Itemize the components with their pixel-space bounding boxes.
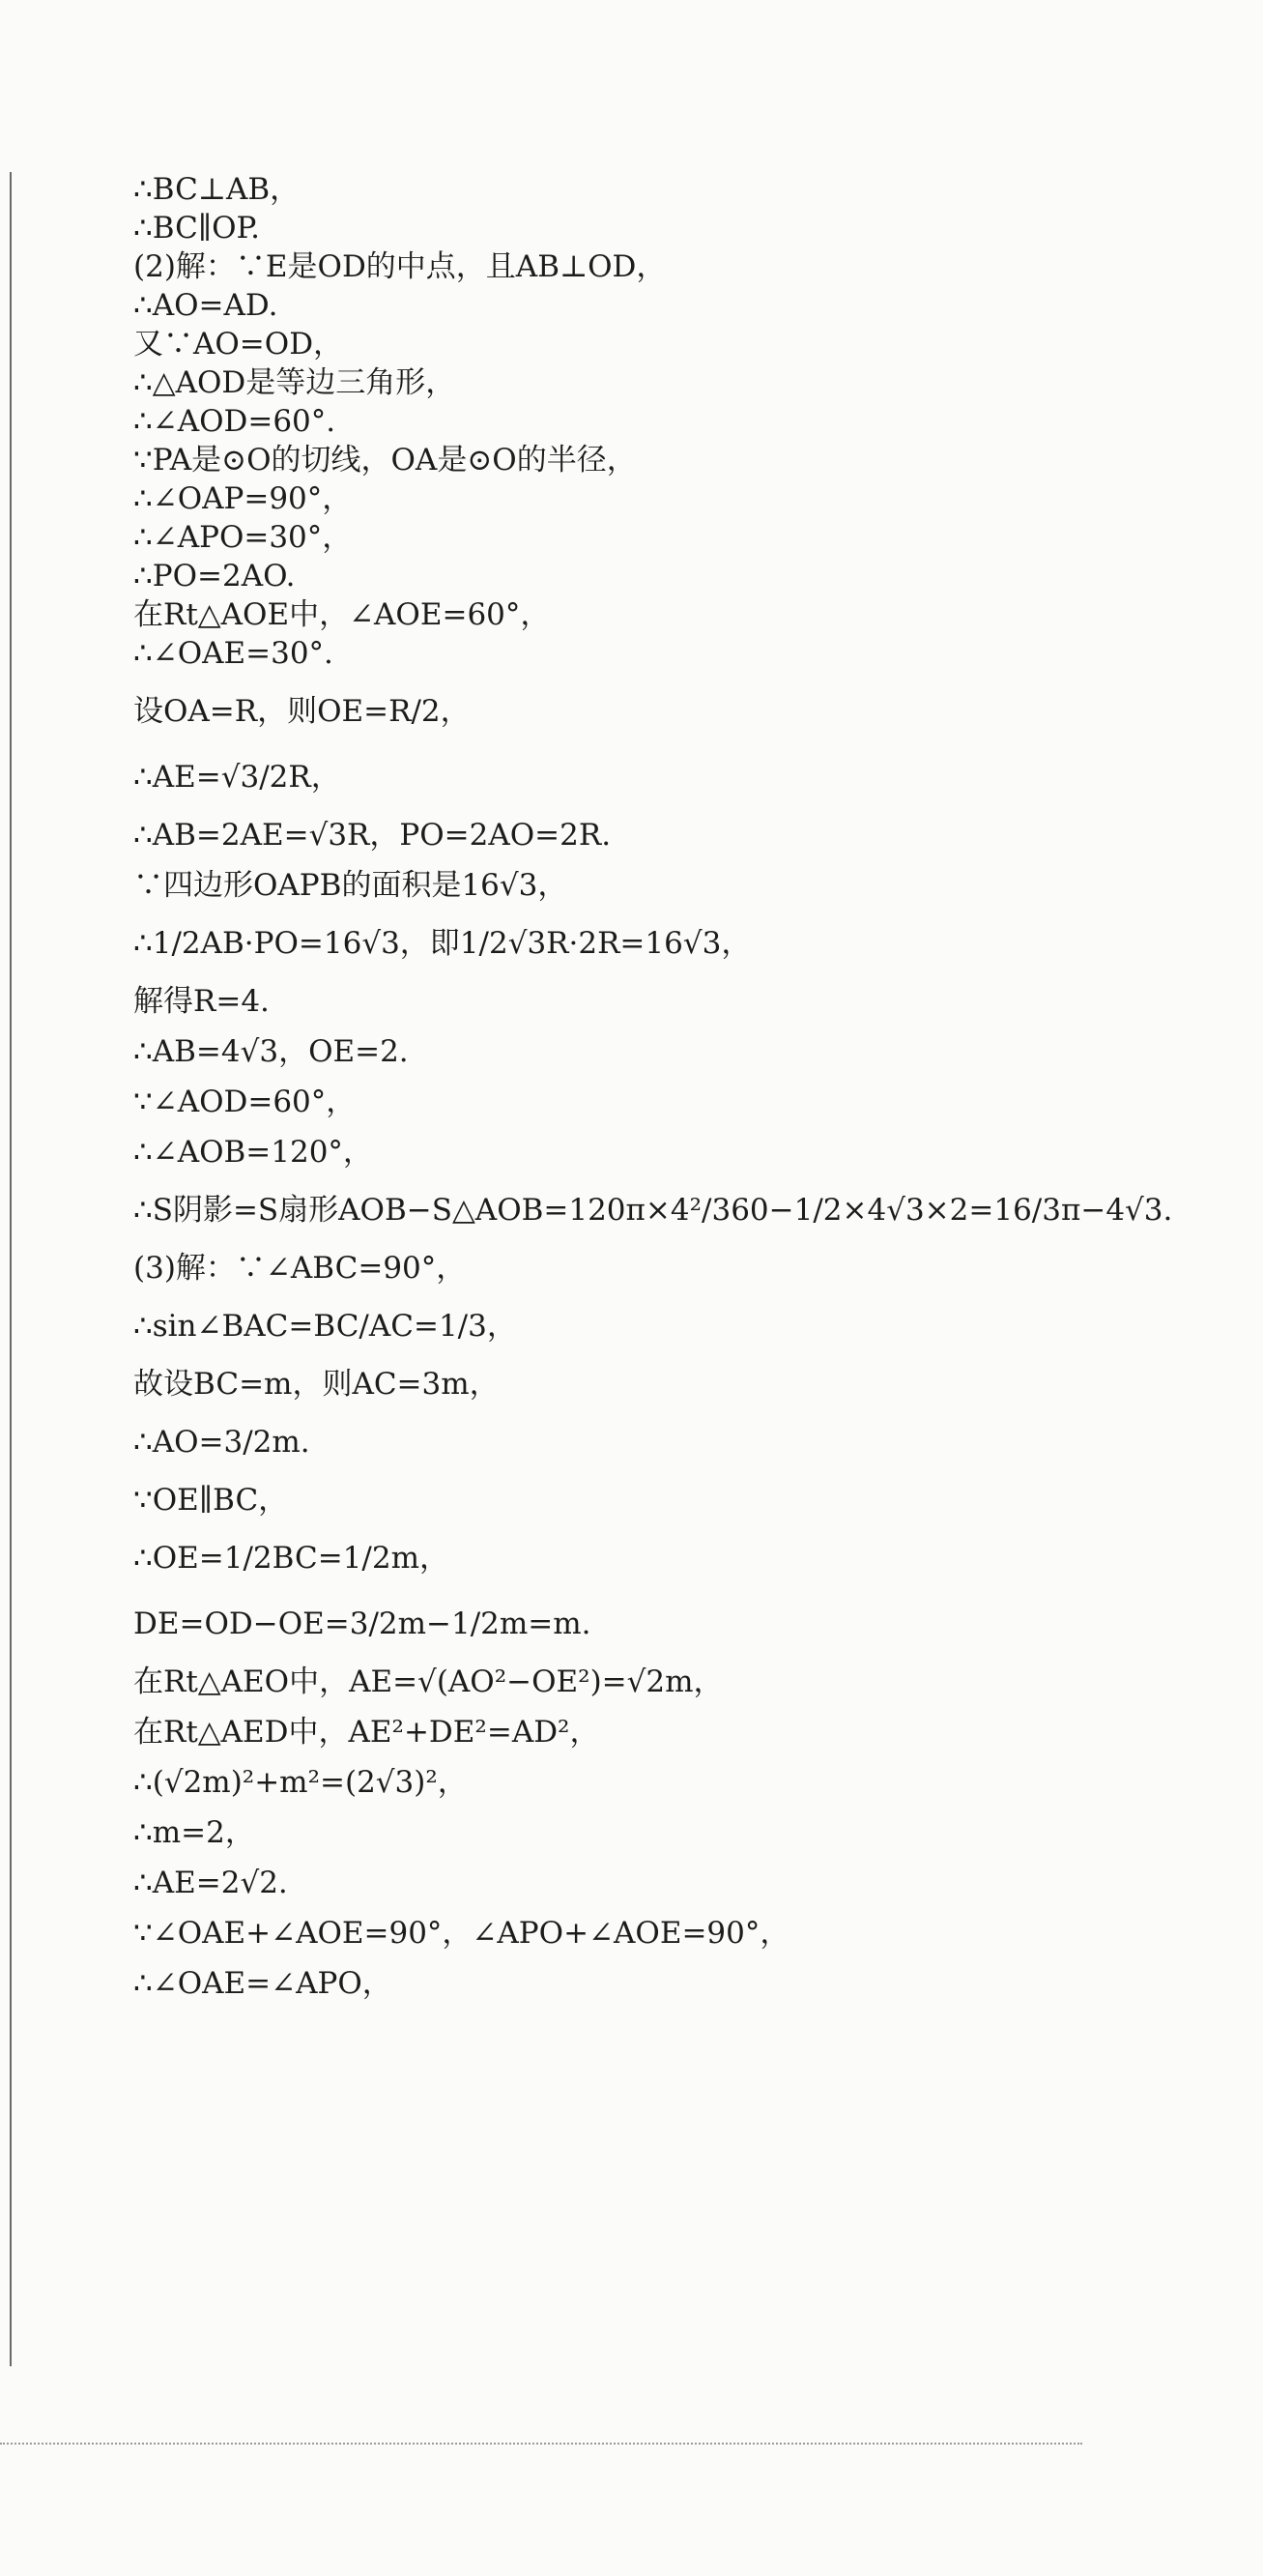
line-29: ∴OE=1/2BC=1/2m， [133,1541,449,1576]
line-31: 在Rt△AEO中，AE=√(AO²−OE²)=√2m， [133,1664,724,1699]
line-23: ∴S阴影=S扇形AOB−S△AOB=120π×4²/360−1/2×4√3×2=16/3π−4√3. [133,1193,1173,1228]
line-18: ∴1/2AB·PO=16√3，即1/2√3R·2R=16√3， [133,926,752,961]
line-21: ∵∠AOD=60°， [133,1085,357,1119]
line-33: ∴(√2m)²+m²=(2√3)²， [133,1765,468,1800]
line-26: 故设BC=m，则AC=3m， [133,1367,500,1402]
line-13: ∴∠OAE=30°. [133,636,333,671]
line-2: ∴BC∥OP. [133,211,260,246]
line-32: 在Rt△AED中，AE²+DE²=AD²， [133,1715,600,1750]
solution-text [133,170,1177,2014]
line-14: 设OA=R，则OE=R/2， [133,694,471,729]
line-22: ∴∠AOB=120°， [133,1135,373,1170]
line-1: ∴BC⊥AB， [133,172,301,207]
line-20: ∴AB=4√3，OE=2. [133,1034,409,1069]
line-7: ∴∠AOD=60°. [133,404,336,439]
line-3: (2)解：∵E是OD的中点，且AB⊥OD， [133,249,667,284]
line-35: ∴AE=2√2. [133,1866,288,1900]
line-9: ∴∠OAP=90°， [133,481,353,516]
line-19: 解得R=4. [133,984,270,1019]
left-margin-rule [10,172,12,2366]
line-15: ∴AE=√3/2R， [133,760,341,795]
line-36: ∵∠OAE+∠AOE=90°，∠APO+∠AOE=90°， [133,1916,790,1951]
bottom-dotted-divider [0,2443,1082,2445]
line-34: ∴m=2， [133,1815,255,1850]
line-10: ∴∠APO=30°， [133,520,353,555]
line-24: (3)解：∵∠ABC=90°， [133,1251,467,1286]
line-11: ∴PO=2AO. [133,559,296,593]
line-5: 又∵AO=OD， [133,327,344,362]
line-6: ∴△AOD是等边三角形， [133,365,456,400]
line-16: ∴AB=2AE=√3R，PO=2AO=2R. [133,818,612,853]
line-37: ∴∠OAE=∠APO， [133,1966,392,2001]
line-12: 在Rt△AOE中，∠AOE=60°， [133,597,551,632]
line-27: ∴AO=3/2m. [133,1425,310,1460]
line-28: ∵OE∥BC， [133,1483,289,1518]
line-4: ∴AO=AD. [133,288,278,323]
line-17: ∵四边形OAPB的面积是16√3， [133,868,568,903]
line-25: ∴sin∠BAC=BC/AC=1/3， [133,1309,517,1344]
line-8: ∵PA是⊙O的切线，OA是⊙O的半径， [133,443,637,478]
line-30: DE=OD−OE=3/2m−1/2m=m. [133,1606,591,1641]
